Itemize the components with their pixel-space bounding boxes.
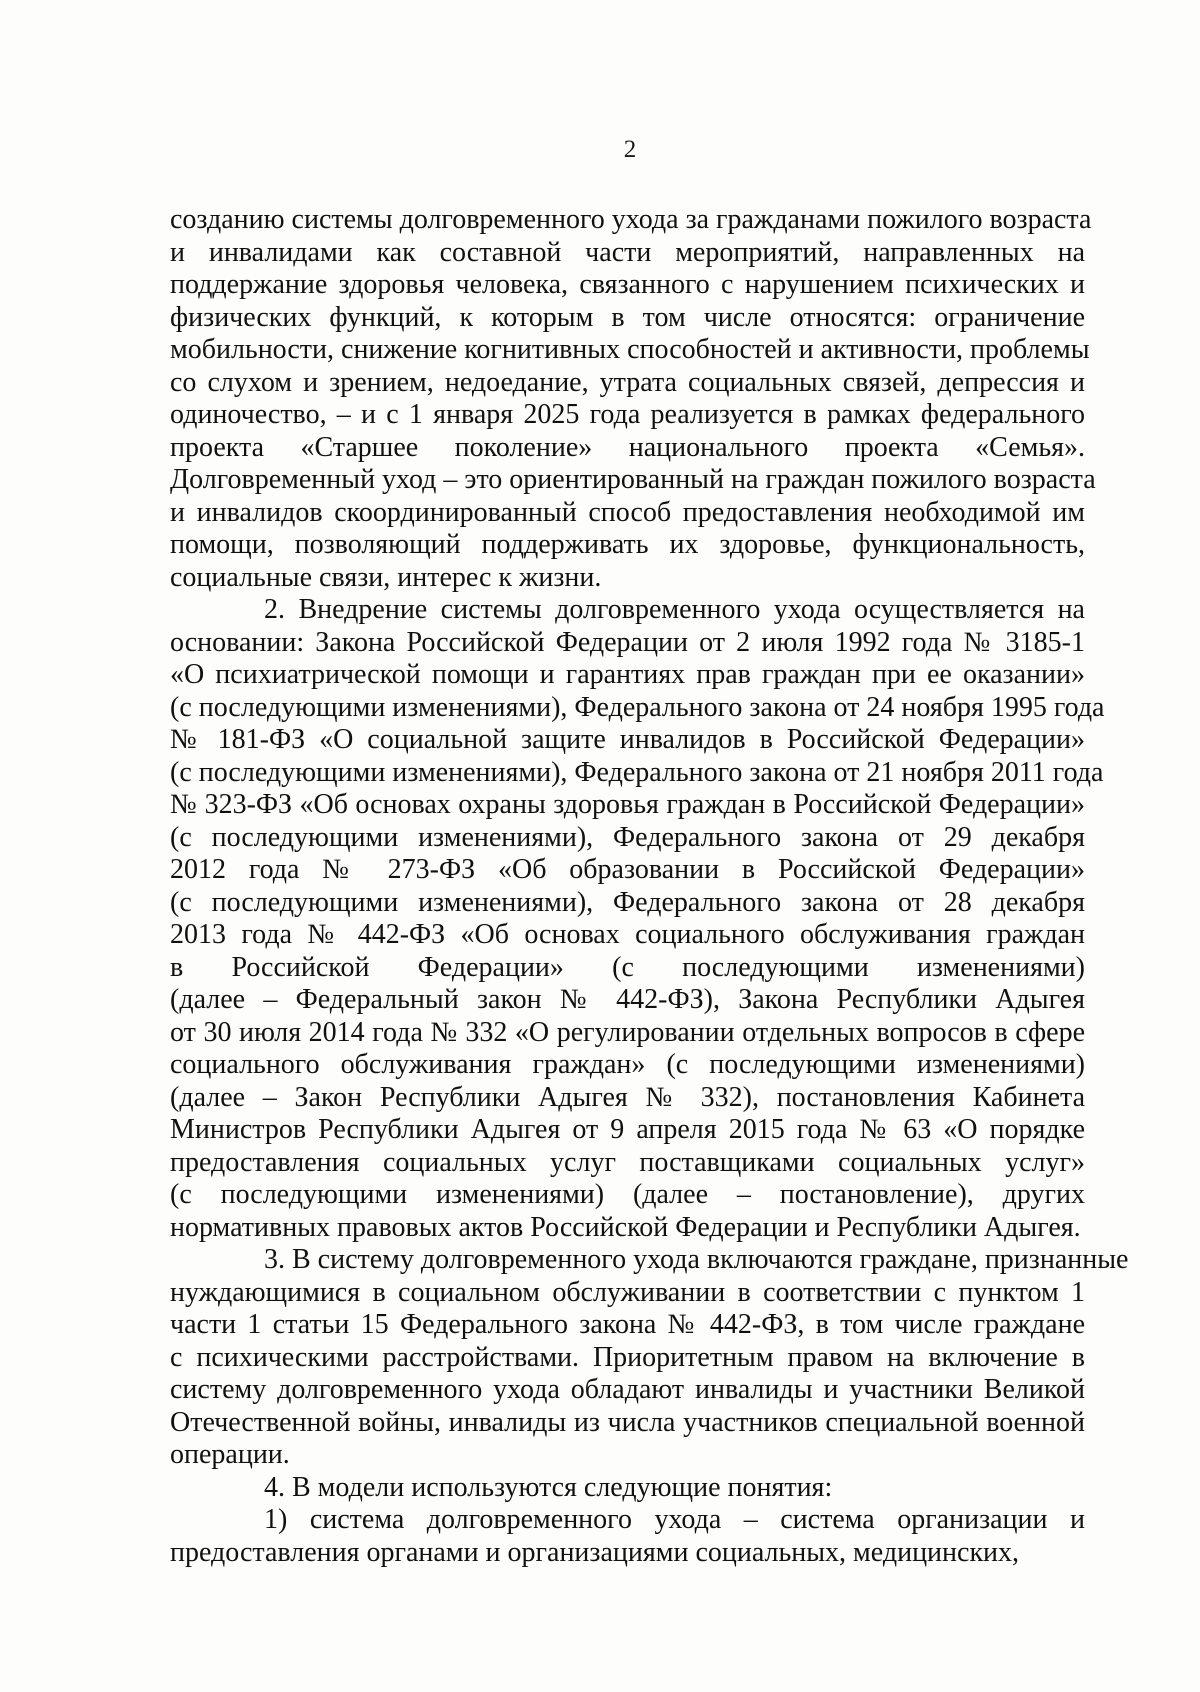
paragraph-p1 — [170, 594, 1105, 1244]
paragraph-p2 — [170, 1244, 1129, 1472]
text-line: созданию системы долговременного ухода за гражданами пожилого возраста — [170, 204, 1092, 235]
text-line: социальные связи, интерес к жизни. — [170, 561, 602, 593]
text-line: мобильности, снижение когнитивных способностей и активности, проблемы — [170, 334, 1090, 365]
text-line: поддержание здоровья человека, связанного с нарушением психических и — [170, 269, 1085, 300]
text-line: одиночество, – и с 1 января 2025 года реализуется в рамках федерального — [170, 399, 1085, 430]
text-line: проекта «Старшее поколение» национального проекта «Семья». — [170, 431, 1085, 463]
text-line: «О психиатрической помощи и гарантиях прав граждан при ее оказании» — [170, 659, 1085, 690]
text-line: и инвалидами как составной части мероприятий, направленных на — [170, 236, 1085, 268]
document-body — [170, 204, 1129, 1569]
text-line: физических функций, к которым в том числе относятся: ограничение — [170, 301, 1085, 333]
text-line: Министров Республики Адыгея от 9 апреля 2015 года № 63 «О порядке — [170, 1114, 1085, 1145]
paragraph-p3 — [170, 1472, 1085, 1505]
text-line: 2012 года № 273-ФЗ «Об образовании в Российской Федерации» — [170, 854, 1085, 885]
text-line: Долговременный уход – это ориентированный на граждан пожилого возраста — [170, 464, 1096, 495]
text-line: от 30 июля 2014 года № 332 «О регулировании отдельных вопросов в сфере — [170, 1016, 1085, 1048]
text-line: (с последующими изменениями), Федерального закона от 28 декабря — [170, 886, 1085, 918]
text-line: (с последующими изменениями), Федерального закона от 24 ноября 1995 года — [170, 691, 1105, 723]
text-line: 3. В систему долговременного ухода включаются граждане, признанные — [264, 1244, 1129, 1275]
text-line: 2. Внедрение системы долговременного ухода осуществляется на — [264, 594, 1085, 625]
text-line: Отечественной войны, инвалиды из числа участников специальной военной — [170, 1406, 1085, 1438]
text-line: предоставления органами и организациями социальных, медицинских, — [170, 1536, 1020, 1568]
text-line: помощи, позволяющий поддерживать их здоровье, функциональность, — [170, 529, 1085, 560]
text-line: (с последующими изменениями) (далее – постановление), других — [170, 1179, 1085, 1210]
paragraph-p0 — [170, 204, 1096, 594]
text-line: нуждающимися в социальном обслуживании в соответствии с пунктом 1 — [170, 1276, 1085, 1308]
text-line: с психическими расстройствами. Приоритетным правом на включение в — [170, 1341, 1085, 1373]
text-line: систему долговременного ухода обладают инвалиды и участники Великой — [170, 1374, 1085, 1405]
text-line: 1) система долговременного ухода – система организации и — [264, 1504, 1085, 1535]
text-line: 2013 года № 442-ФЗ «Об основах социального обслуживания граждан — [170, 919, 1085, 950]
text-line: социального обслуживания граждан» (с последующими изменениями) — [170, 1049, 1085, 1080]
text-line: предоставления социальных услуг поставщиками социальных услуг» — [170, 1146, 1085, 1178]
text-line: (с последующими изменениями), Федерального закона от 29 декабря — [170, 821, 1085, 853]
text-line: операции. — [170, 1439, 290, 1470]
text-line: в Российской Федерации» (с последующими изменениями) — [170, 951, 1085, 983]
text-line: № 181-ФЗ «О социальной защите инвалидов в Российской Федерации» — [170, 724, 1085, 755]
text-line: и инвалидов скоординированный способ предоставления необходимой им — [170, 496, 1085, 528]
text-line: нормативных правовых актов Российской Федерации и Республики Адыгея. — [170, 1211, 1081, 1243]
text-line: со слухом и зрением, недоедание, утрата социальных связей, депрессия и — [170, 366, 1085, 398]
page-number: 2 — [623, 136, 637, 163]
text-line: (далее – Закон Республики Адыгея № 332), постановления Кабинета — [170, 1081, 1085, 1113]
text-line: 4. В модели используются следующие понятия: — [264, 1471, 833, 1503]
text-line: (с последующими изменениями), Федерального закона от 21 ноября 2011 года — [170, 756, 1104, 788]
paragraph-p4 — [170, 1504, 1085, 1569]
text-line: части 1 статьи 15 Федерального закона № 442-ФЗ, в том числе граждане — [170, 1309, 1085, 1340]
text-line: № 323-ФЗ «Об основах охраны здоровья граждан в Российской Федерации» — [170, 789, 1085, 820]
text-line: (далее – Федеральный закон № 442-ФЗ), Закона Республики Адыгея — [170, 984, 1085, 1015]
text-line: основании: Закона Российской Федерации от 2 июля 1992 года № 3185-1 — [170, 626, 1085, 658]
